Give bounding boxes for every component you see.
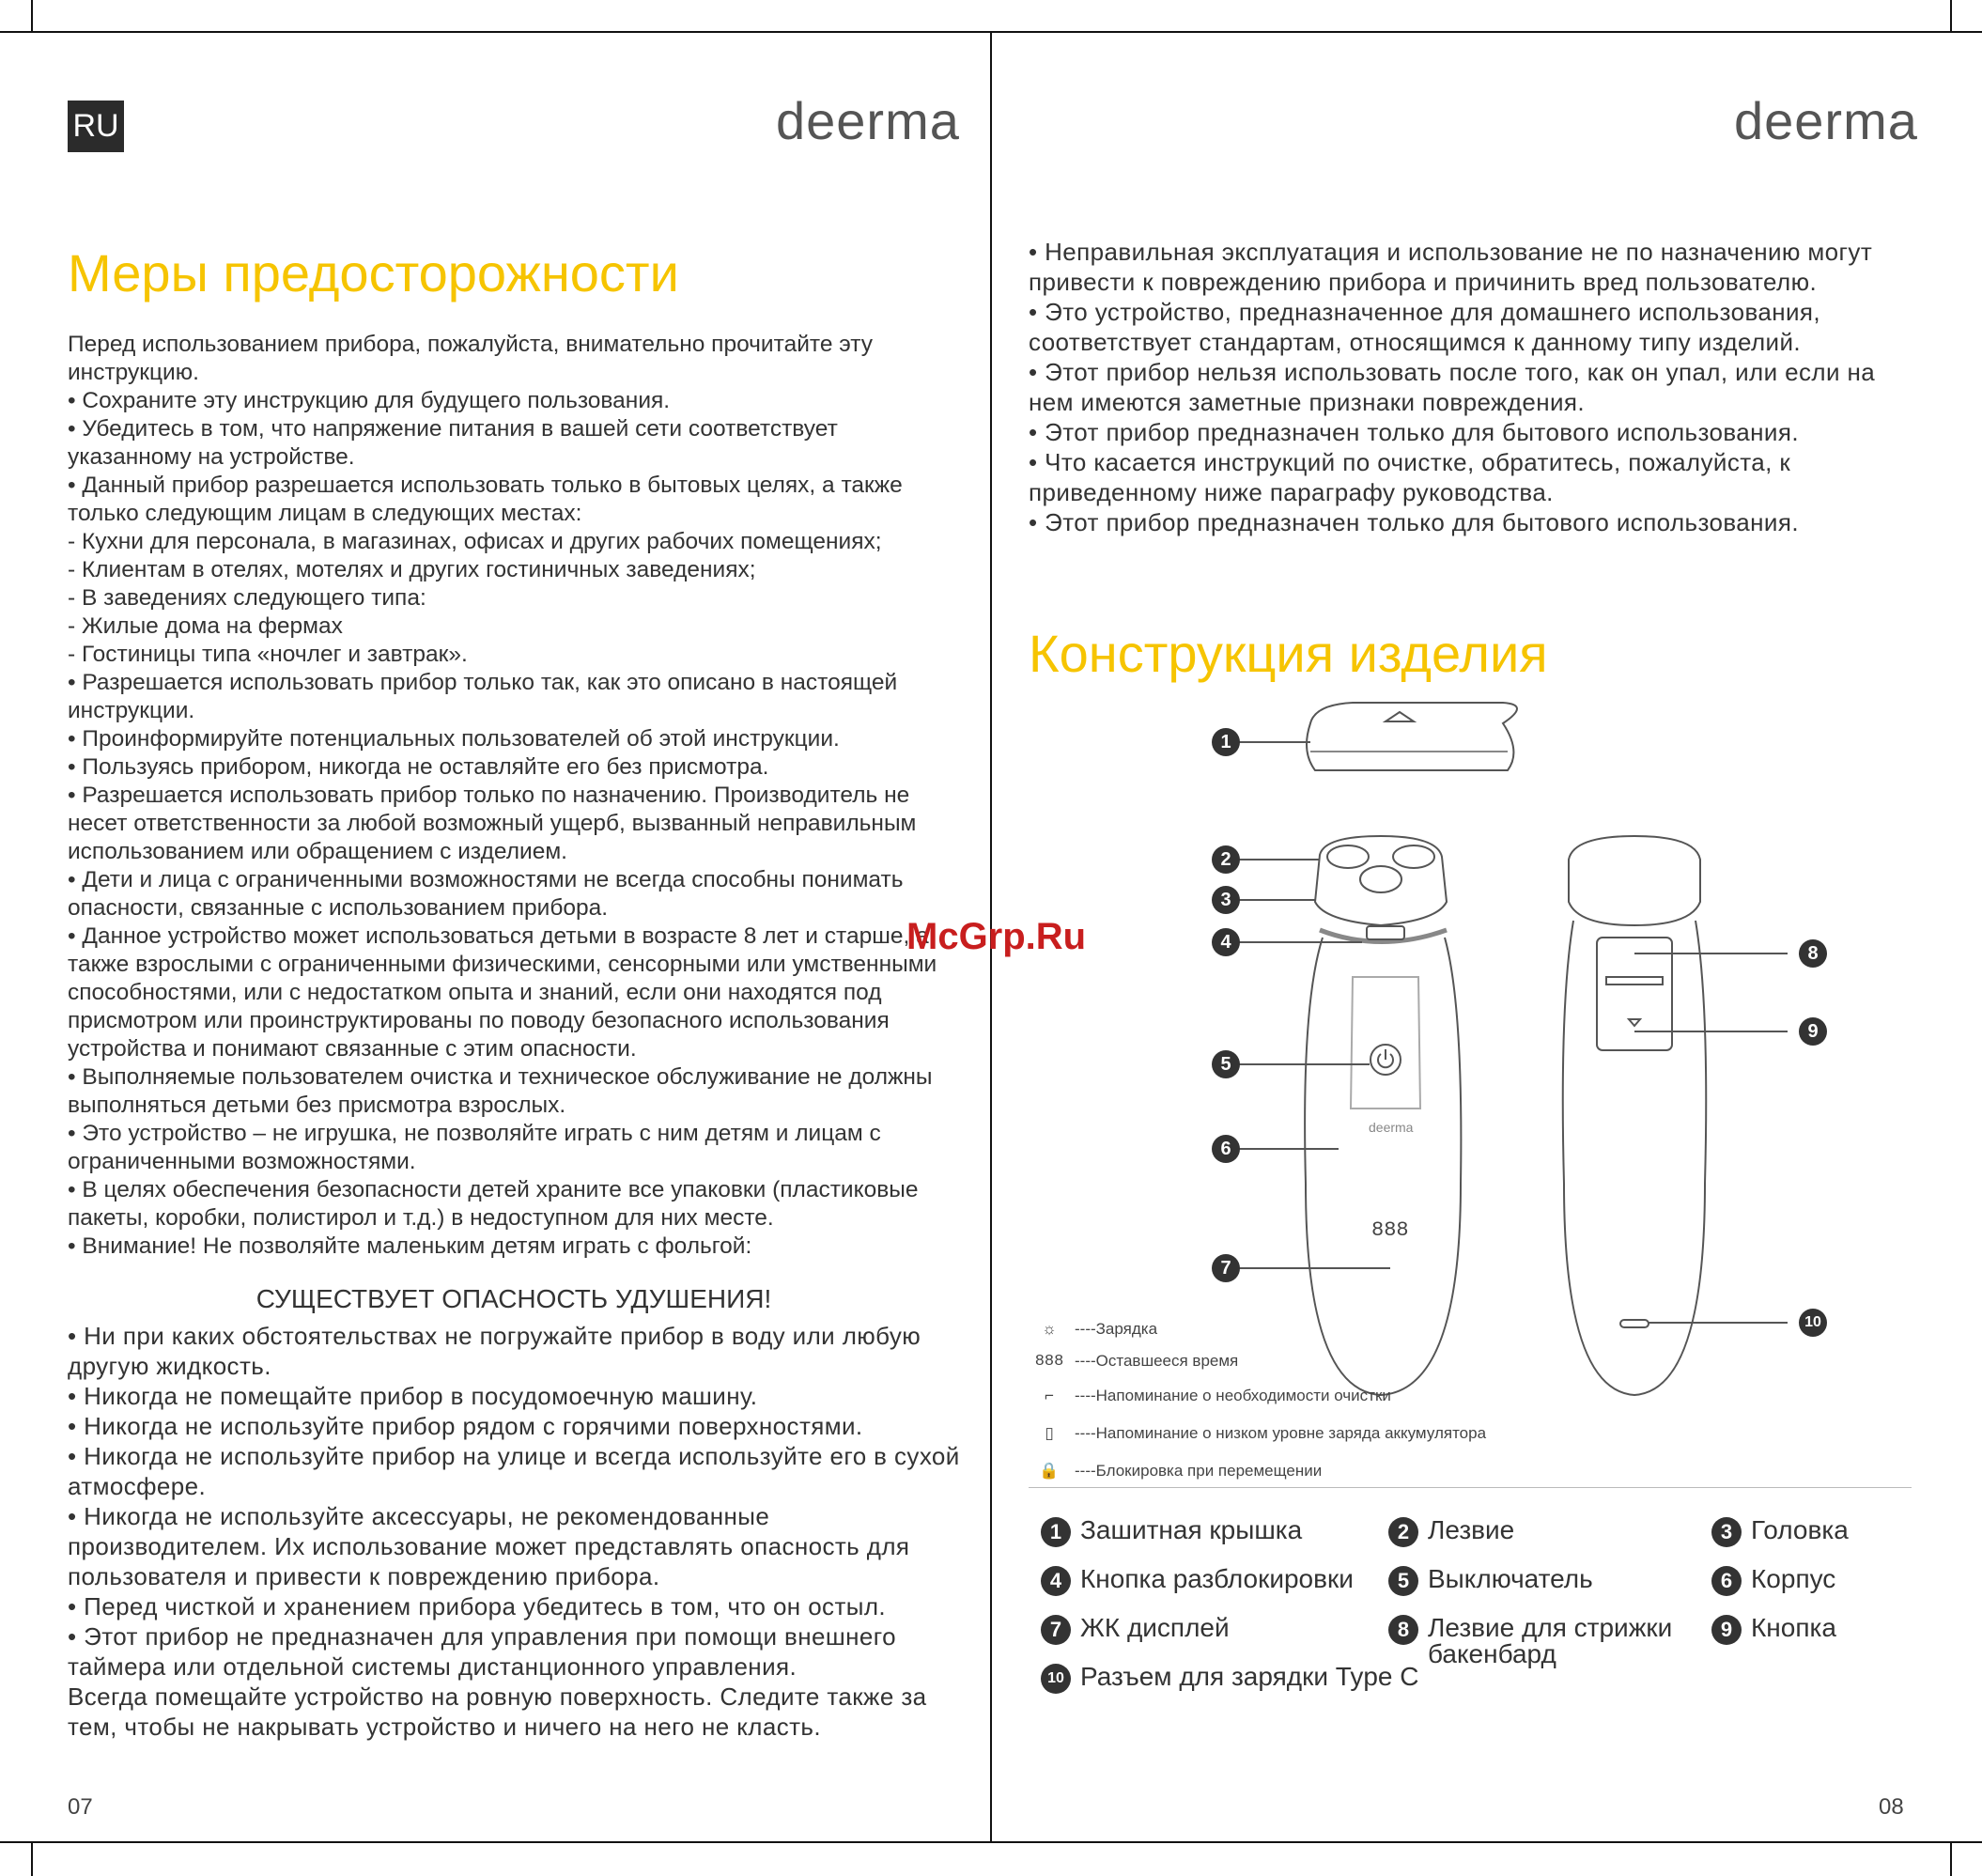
part-item [1041, 1664, 1419, 1694]
list-item: • Это устройство, предназначенное для домашнего использования, соответствует стандартам, относящимся к данному типу изделий. [1029, 298, 1821, 356]
legend-row [1033, 1313, 1691, 1345]
list-item: • Внимание! Не позволяйте маленьким детям играть с фольгой: [68, 1233, 752, 1259]
part-number: 5 [1388, 1566, 1418, 1596]
part-item [1711, 1566, 1835, 1596]
callout-9: 9 [1799, 1017, 1827, 1046]
part-number: 6 [1711, 1566, 1742, 1596]
list-item: • Разрешается использовать прибор только так, как это описано в настоящей инструкции. [68, 670, 898, 723]
legend-text: ----Зарядка [1075, 1320, 1158, 1338]
callout-1: 1 [1212, 728, 1240, 756]
list-item: - Гостиницы типа «ночлег и завтрак». [68, 642, 468, 667]
list-item: - Кухни для персонала, в магазинах, офисах и других рабочих помещениях; [68, 529, 882, 554]
part-item [1711, 1517, 1849, 1547]
callout-10: 10 [1799, 1309, 1827, 1337]
legend-text: ----Оставшееся время [1075, 1352, 1239, 1370]
rear-head [1569, 836, 1700, 925]
callout-6: 6 [1212, 1135, 1240, 1163]
legend-text: ----Блокировка при перемещении [1075, 1462, 1323, 1480]
list-item: • Ни при каких обстоятельствах не погружайте прибор в воду или любую другую жидкость. [68, 1322, 921, 1380]
part-number: 7 [1041, 1615, 1071, 1645]
trim-tick-tl [31, 0, 33, 31]
callout-8: 8 [1799, 939, 1827, 968]
logo-text: deerma [776, 91, 960, 150]
front-panel [1351, 977, 1420, 1109]
trim-arrow [1629, 1019, 1640, 1026]
part-label: Кнопка разблокировки [1080, 1564, 1354, 1593]
part-item [1041, 1517, 1302, 1547]
list-item: • Никогда не помещайте прибор в посудомоечную машину. [68, 1382, 758, 1410]
legend-text: ----Напоминание о необходимости очистки [1075, 1387, 1391, 1404]
page-title-left: Меры предосторожности [68, 243, 679, 302]
brand-logo-right [1734, 90, 1918, 151]
list-item: • Дети и лица с ограниченными возможностями не всегда способны понимать опасности, связанные с использованием прибора. [68, 867, 904, 921]
trim-tick-br [1950, 1843, 1952, 1876]
blade-center [1360, 866, 1401, 892]
warning-heading: СУЩЕСТВУЕТ ОПАСНОСТЬ УДУШЕНИЯ! [255, 1284, 772, 1313]
precautions-text [68, 331, 960, 1261]
legend-row [1033, 1345, 1691, 1377]
list-item: • Убедитесь в том, что напряжение питания в вашей сети соответствует указанному на устройстве. [68, 416, 838, 470]
list-item: - В заведениях следующего типа: [68, 585, 426, 611]
brand-logo-left [776, 90, 960, 151]
part-item [1388, 1615, 1698, 1667]
legend-row [1033, 1415, 1691, 1452]
list-item: • Это устройство – не игрушка, не позволяйте играть с ним детям и лицам с ограниченными возможностями. [68, 1121, 881, 1174]
page-title-right: Конструкция изделия [1029, 624, 1548, 683]
part-label: Зашитная крышка [1080, 1515, 1303, 1544]
part-item [1388, 1517, 1514, 1547]
part-number: 8 [1388, 1615, 1418, 1645]
part-item [1041, 1566, 1354, 1596]
list-item: • Этот прибор предназначен только для бытового использования. [1029, 508, 1799, 536]
logo-text: deerma [1734, 91, 1918, 150]
list-item: - Жилые дома на фермах [68, 613, 343, 639]
icon-legend [1033, 1313, 1691, 1490]
device-brand-text: deerma [1369, 1120, 1414, 1135]
cap-arrow [1386, 712, 1414, 721]
legend-divider [1029, 1487, 1912, 1488]
page-number-right: 08 [1879, 1794, 1904, 1820]
digits-icon: 888 [1034, 1352, 1064, 1371]
battery-icon: ▯ [1045, 1424, 1054, 1442]
watermark: McGrp.Ru [906, 916, 1087, 957]
list-item: • В целях обеспечения безопасности детей храните все упаковки (пластиковые пакеты, коробки, полистирол и т.д.) в недоступном для них месте. [68, 1177, 919, 1231]
list-item: • Данное устройство может использоваться детьми в возрасте 8 лет и старше, а также взрослыми с ограниченными физическими, сенсорными или умственными способностями, или с недостатком опыта и знаний, если они находятся под присмотром или проинструктированы по поводу безопасного использования устройства и понимают связанные с этим опасности. [68, 923, 937, 1062]
part-label: Головка [1751, 1515, 1849, 1544]
part-label: Лезвие [1428, 1515, 1515, 1544]
list-item: • Перед чисткой и хранением прибора убедитесь в том, что он остыл. [68, 1592, 887, 1620]
unlock-button-shape [1367, 926, 1404, 939]
shaver-head [1315, 836, 1447, 925]
callout-3: 3 [1212, 886, 1240, 914]
precautions-text-right [1029, 237, 1916, 537]
blade-left [1327, 845, 1369, 868]
trim-tick-bl [31, 1843, 33, 1876]
callout-2: 2 [1212, 845, 1240, 874]
shaver-illustration [996, 695, 1935, 1409]
part-item [1711, 1615, 1836, 1645]
list-item: • Данный прибор разрешается использовать только в бытовых целях, а также только следующим лицам в следующих местах: [68, 473, 903, 526]
trimmer-blade-shape [1606, 977, 1663, 985]
part-label: Кнопка [1751, 1613, 1836, 1642]
page-number-left: 07 [68, 1794, 93, 1820]
list-item: • Этот прибор предназначен только для бытового использования. [1029, 418, 1799, 446]
power-symbol [1378, 1049, 1393, 1067]
part-number: 4 [1041, 1566, 1071, 1596]
part-item [1388, 1566, 1593, 1596]
part-label: Разъем для зарядки Type C [1080, 1662, 1419, 1691]
charging-icon: ☼ [1042, 1320, 1057, 1338]
list-item: • Пользуясь прибором, никогда не оставляйте его без присмотра. [68, 754, 769, 780]
callout-7: 7 [1212, 1254, 1240, 1282]
part-label: ЖК дисплей [1080, 1613, 1230, 1642]
part-item [1041, 1615, 1230, 1645]
intro-paragraph: Перед использованием прибора, пожалуйста, внимательно прочитайте эту инструкцию. [68, 332, 873, 385]
list-item: • Этот прибор нельзя использовать после того, как он упал, или если на нем имеются заметные признаки повреждения. [1029, 358, 1876, 416]
part-number: 1 [1041, 1517, 1071, 1547]
legend-text: ----Напоминание о низком уровне заряда аккумулятора [1075, 1424, 1487, 1442]
protective-cap [1307, 703, 1517, 770]
trim-tick-tr [1950, 0, 1952, 31]
callout-4: 4 [1212, 928, 1240, 956]
list-item: • Разрешается использовать прибор только по назначению. Производитель не несет ответственности за любой возможный ущерб, вызванный неправильным использованием или обращением с изделием. [68, 783, 917, 864]
legend-row [1033, 1452, 1691, 1490]
list-item: • Выполняемые пользователем очистка и техническое обслуживание не должны выполняться детьми без присмотра взрослых. [68, 1064, 933, 1118]
list-item: • Что касается инструкций по очистке, обратитесь, пожалуйста, к приведенному ниже параграфу руководства. [1029, 448, 1791, 506]
part-label: Выключатель [1428, 1564, 1593, 1593]
list-item: - Клиентам в отелях, мотелях и других гостиничных заведениях; [68, 557, 756, 582]
legend-row [1033, 1377, 1691, 1415]
part-label: Корпус [1751, 1564, 1836, 1593]
lock-icon: 🔒 [1039, 1462, 1060, 1480]
list-item: • Никогда не используйте аксессуары, не рекомендованные производителем. Их использование может представлять опасность для пользователя и привести к повреждению прибора. [68, 1502, 910, 1590]
list-item: • Никогда не используйте прибор рядом с горячими поверхностями. [68, 1412, 863, 1440]
part-label: Лезвие для стрижки бакенбард [1428, 1613, 1673, 1668]
blade-right [1393, 845, 1434, 868]
part-number: 2 [1388, 1517, 1418, 1547]
precautions-text-2 [68, 1321, 960, 1742]
device-display-digits: 888 [1371, 1218, 1409, 1242]
list-item: • Неправильная эксплуатация и использование не по назначению могут привести к повреждению прибора и причинить вред пользователю. [1029, 238, 1873, 296]
part-number: 9 [1711, 1615, 1742, 1645]
language-badge: RU [68, 101, 124, 152]
part-number: 3 [1711, 1517, 1742, 1547]
list-item: • Никогда не используйте прибор на улице и всегда используйте его в сухой атмосфере. [68, 1442, 960, 1500]
list-item: • Этот прибор не предназначен для управления при помощи внешнего таймера или отдельной системы дистанционного управления. [68, 1622, 896, 1681]
list-item: • Проинформируйте потенциальных пользователей об этой инструкции. [68, 726, 840, 752]
part-number: 10 [1041, 1664, 1071, 1694]
faucet-icon: ⌐ [1045, 1387, 1054, 1404]
list-item: Всегда помещайте устройство на ровную поверхность. Следите также за тем, чтобы не накрывать устройство и ничего на него не класть. [68, 1682, 927, 1741]
list-item: • Сохраните эту инструкцию для будущего пользования. [68, 388, 671, 413]
callout-5: 5 [1212, 1050, 1240, 1078]
